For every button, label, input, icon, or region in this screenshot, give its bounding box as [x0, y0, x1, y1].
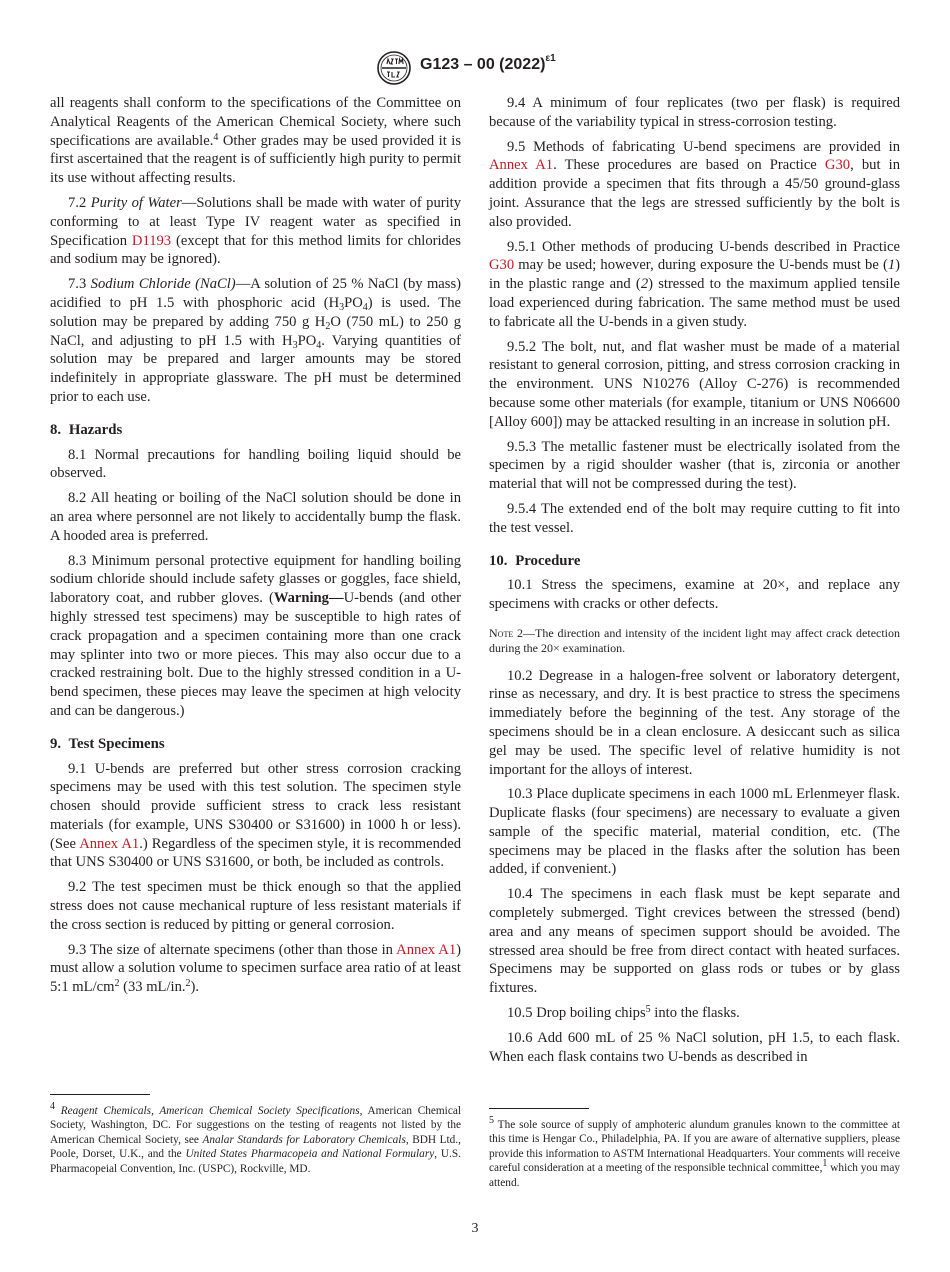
right-column: [489, 94, 900, 1072]
paragraph-7-1-continued: all reagents shall conform to the specifications of the Committee on Analytical Reagents of the American Chemical Society, where such specifications are available.$^4$ Other grades may be used provided it is first ascertained that the reagent is of sufficiently high purity to permit its use without affecting results.: [50, 95, 461, 187]
link-d1193[interactable]: D1193: [131, 232, 172, 249]
paragraph-9-5-4: 9.5.4 The extended end of the bolt may require cutting to fit into the test vessel.: [489, 500, 900, 536]
paragraph-9-4: 9.4 A minimum of four replicates (two per flask) is required because of the variability typical in stress-corrosion testing.: [489, 95, 900, 130]
paragraph-9-5: 9.5 Methods of fabricating U-bend specimens are provided in Annex A1. These procedures are based on Practice G30, but in addition provide a specimen that fits through a 45/50 ground-glass joint. Assurance that the legs are stressed sufficiently by the bolt is also provided.: [489, 138, 900, 230]
paragraph-10-3: 10.3 Place duplicate specimens in each 1000 mL Erlenmeyer flask. Duplicate flasks (four specimens) are necessary to evaluate a given sample of the specific material, material condition, etc. (The specimens may be placed in the flasks after the solution has been added, if convenient.): [489, 786, 900, 878]
paragraph-7-2: 7.2 Purity of Water—Solutions shall be made with water of purity conforming to at least Type IV reagent water as specified in Specification D1193 (except that for this method limits for chlorides and sodium may be ignored).: [50, 194, 462, 268]
link-annex-a1[interactable]: Annex A1: [396, 941, 457, 958]
epsilon-mark: ε1: [545, 53, 556, 64]
paragraph-8-1: 8.1 Normal precautions for handling boiling liquid should be observed.: [50, 446, 461, 482]
astm-logo-icon: [376, 50, 412, 86]
paragraph-9-1: 9.1 U-bends are preferred but other stress corrosion cracking specimens may be used with this test solution. The specimen style chosen should provide sufficient stress to crack less resistant materials (for example, UNS S30400 or S31600) in 1000 h or less). (See Annex A1.) Regardless of the specimen style, it is recommended that UNS S30400 or UNS S31600, or both, be included as controls.: [50, 760, 461, 871]
paragraph-10-2: 10.2 Degrease in a halogen-free solvent or laboratory detergent, rinse as necessary, and dry. It is best practice to stress the specimens immediately before the beginning of the test. Any storage of the specimens should be in a clean enclosure. A desiccant such as silica gel may be used. The specific level of relative humidity is not important for the alloys of interest.: [489, 667, 900, 778]
footnote-rule: [489, 1108, 589, 1109]
paragraph-9-5-1: 9.5.1 Other methods of producing U-bends described in Practice G30 may be used; however, during exposure the U-bends must be (1) in the plastic range and (2) stressed to the maximum applied tensile load experienced during fabrication. The same method must be used to fabricate all the U-bends in a given study.: [489, 238, 901, 330]
link-annex-a1[interactable]: Annex A1: [79, 835, 140, 852]
footnote-4: $^4$ Reagent Chemicals, American Chemical Society Specifications, American Chemical Society, Washington, DC. For suggestions on the testing of reagents not listed by the American Chemical Society, see Analar Standards for Laboratory Chemicals, BDH Ltd., Poole, Dorset, U.K., and the United States Pharmacopeia and National Formulary, U.S. Pharmacopeial Convention, Inc. (USPC), Rockville, MD.: [50, 1101, 461, 1175]
link-g30[interactable]: G30: [824, 157, 851, 174]
paragraph-8-2: 8.2 All heating or boiling of the NaCl solution should be done in an area where personnel are not likely to accidentally bump the flask. A hooded area is preferred.: [50, 490, 461, 544]
paragraph-9-2: 9.2 The test specimen must be thick enough so that the applied stress does not cause mechanical rupture of less resistant materials if the cross section is reduced by pitting or general corrosion.: [50, 879, 461, 933]
paragraph-10-5: 10.5 Drop boiling chips$^5$ into the flasks.: [507, 1004, 740, 1022]
paragraph-8-3: 8.3 Minimum personal protective equipment for handling boiling sodium chloride should include safety glasses or goggles, face shield, laboratory coat, and rubber gloves. (Warning—U-bends (and other highly stressed test specimens) may be susceptible to high rates of crack propagation and a specimen containing more than one crack may splinter into two or more pieces. This may also occur due to a cracked restraining bolt. Due to the highly stressed condition in a U-bend specimen, these pieces may leave the specimen at high velocity and can be dangerous.): [50, 552, 461, 719]
page-number: 3: [471, 1221, 479, 1236]
paragraph-9-5-3: 9.5.3 The metallic fastener must be electrically isolated from the specimen by a rigid shoulder washer (that is, zirconia or another material that will not be compressed during the test).: [489, 438, 900, 493]
paragraph-9-5-2: 9.5.2 The bolt, nut, and flat washer must be made of a material resistant to general corrosion, pitting, and stress corrosion cracking in the environment. UNS N10276 (Alloy C-276) is recommended because some other materials (for example, titanium or UNS N06600 [Alloy 600]) may be attacked resulting in an increase in solution pH.: [489, 338, 900, 430]
paragraph-9-3: 9.3 The size of alternate specimens (other than those in Annex A1) must allow a solution volume to specimen surface area ratio of at least 5:1 $mL/cm^2$ (33 mL/in.$^2$).: [50, 941, 461, 996]
footnote-5: $^5$ The sole source of supply of amphoteric alundum granules known to the committee at this time is Hengar Co., Philadelphia, PA. If you are aware of alternative suppliers, please provide this information to ASTM International Headquarters. Your comments will receive careful consideration at a meeting of the responsible technical committee,$^1$ which you may attend.: [489, 1115, 900, 1189]
note-2: Note 2—The direction and intensity of the incident light may affect crack detection during the 20× examination.: [489, 625, 901, 656]
section-heading-test-specimens: 9. Test Specimens: [50, 735, 165, 752]
left-column: [50, 94, 461, 1003]
paragraph-7-3: 7.3 Sodium Chloride (NaCl)—A solution of 25 % NaCl (by mass) acidified to pH 1.5 with phosphoric acid $(H_3PO_4)$ is used. The solution may be prepared by adding 750 g $H_2O$ (750 mL) to 250 g NaCl, and adjusting to pH 1.5 with $H_3PO_4$. Varying quantities of solution may be prepared and larger amounts may be stored indefinitely in appropriate glassware. The pH must be determined prior to each use.: [50, 276, 461, 405]
document-designation: G123 – 00 $(2022)^{\varepsilon 1}$: [420, 53, 556, 73]
section-heading-procedure: 10. Procedure: [489, 552, 581, 569]
paragraph-10-4: 10.4 The specimens in each flask must be kept separate and completely submerged. Tight crevices between the stressed (bend) area and any means of specimen support should be avoided. The stressed area should be free from direct contact with heated surfaces. Specimens may be supported on glass rods or tubes or by glass fixtures.: [489, 886, 900, 997]
paragraph-10-1: 10.1 Stress the specimens, examine at 20×, and replace any specimens with cracks or other defects.: [489, 577, 900, 613]
footnote-rule: [50, 1094, 150, 1095]
link-g30[interactable]: G30: [489, 257, 515, 274]
section-heading-hazards: 8. Hazards: [50, 421, 123, 438]
warning-label: Warning—: [273, 590, 344, 607]
paragraph-10-6: 10.6 Add 600 mL of 25 % NaCl solution, pH 1.5, to each flask. When each flask contains two U-bends as described in: [489, 1029, 900, 1065]
link-annex-a1[interactable]: Annex A1: [489, 157, 554, 174]
